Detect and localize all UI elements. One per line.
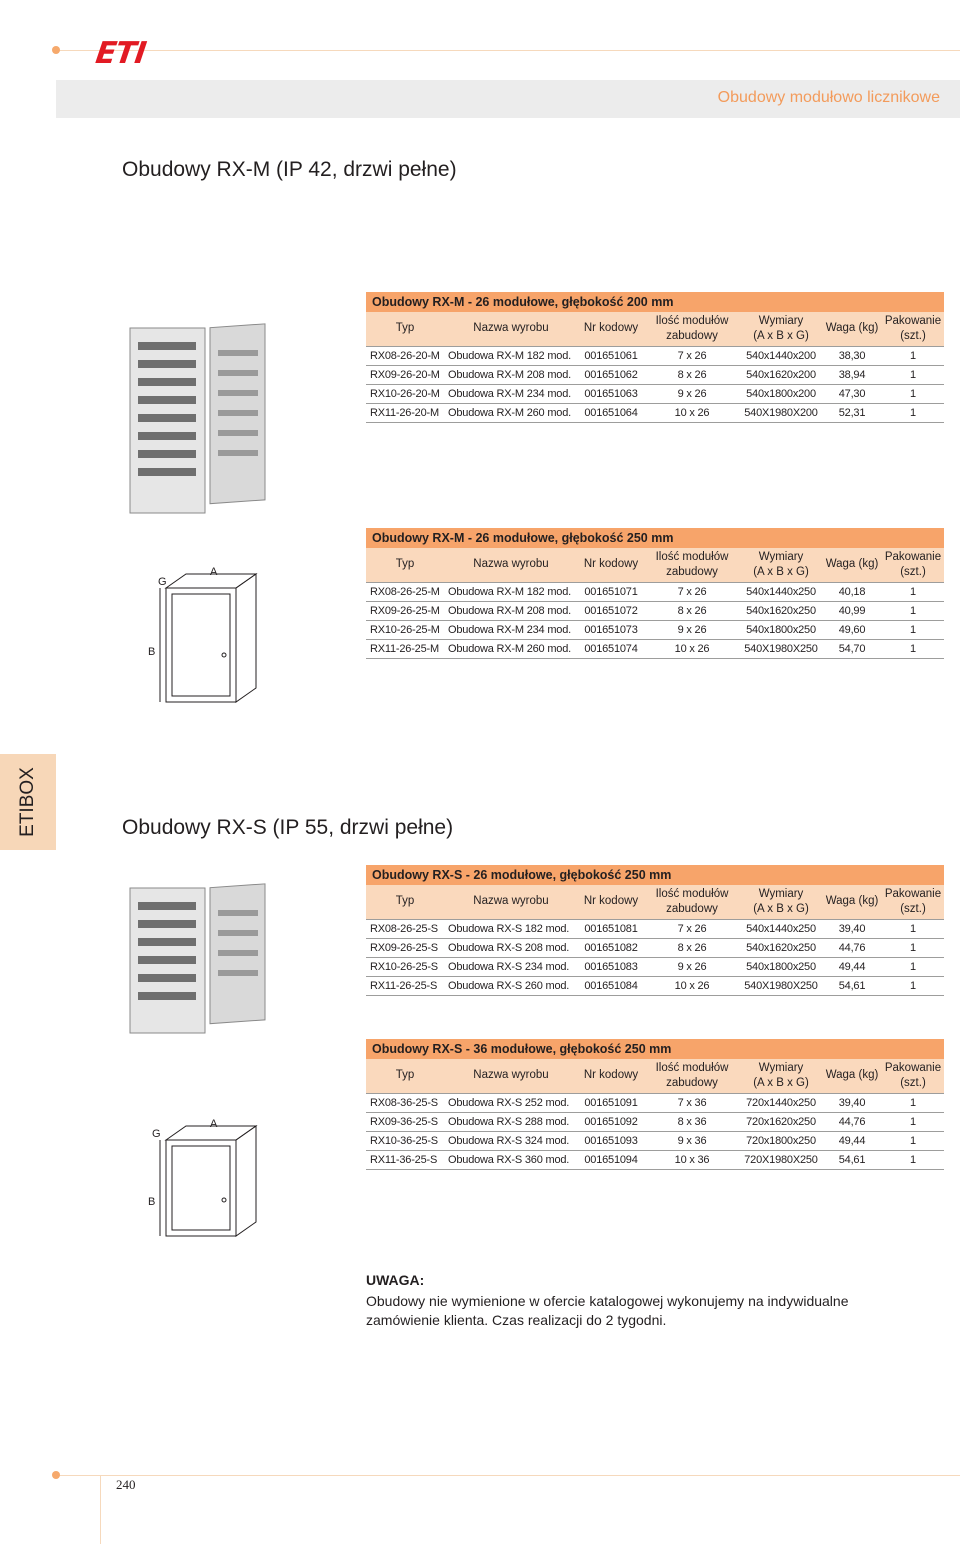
table-cell: Obudowa RX-S 360 mod. — [444, 1150, 578, 1169]
table-cell: Obudowa RX-S 260 mod. — [444, 976, 578, 995]
table-cell: 8 x 26 — [644, 601, 740, 620]
col-header-nazwa: Nazwa wyrobu — [473, 1069, 549, 1082]
table-row — [366, 1131, 944, 1150]
table-cell: 40,99 — [822, 601, 882, 620]
table-cell: RX10-26-25-S — [366, 957, 444, 976]
table-cell: Obudowa RX-M 182 mod. — [444, 582, 578, 601]
dim-label-a: A — [210, 566, 218, 578]
table-row — [366, 639, 944, 658]
col-header-kod: Nr kodowy — [583, 895, 639, 908]
col-header-waga: Waga (kg) — [825, 1069, 879, 1082]
table-cell: Obudowa RX-S 208 mod. — [444, 938, 578, 957]
col-header-typ: Typ — [395, 1069, 415, 1082]
col-header-pak-1: Pakowanie — [884, 1061, 942, 1074]
top-rule — [56, 50, 960, 51]
col-header-pak-2: (szt.) — [900, 1076, 926, 1089]
col-header-wymiary-1: Wymiary — [758, 887, 804, 900]
table-header-row — [366, 548, 944, 582]
table-cell: 720x1800x250 — [740, 1131, 822, 1150]
table-cell: 1 — [882, 976, 944, 995]
table-cell: 49,44 — [822, 957, 882, 976]
table-cell: RX11-26-25-M — [366, 639, 444, 658]
table-heading: Obudowy RX-S - 36 modułowe, głębokość 250 mm — [366, 1039, 944, 1059]
table-cell: 49,44 — [822, 1131, 882, 1150]
col-header-wymiary-2: (A x B x G) — [753, 902, 809, 915]
table-cell: Obudowa RX-S 182 mod. — [444, 919, 578, 938]
table-cell: RX10-26-20-M — [366, 384, 444, 403]
table-cell: 8 x 26 — [644, 365, 740, 384]
table-cell: 39,40 — [822, 919, 882, 938]
table-cell: Obudowa RX-M 182 mod. — [444, 346, 578, 365]
table-cell: 10 x 26 — [644, 976, 740, 995]
table-cell: 1 — [882, 582, 944, 601]
table-cell: 38,94 — [822, 365, 882, 384]
table-cell: 1 — [882, 1093, 944, 1112]
category-header — [56, 80, 960, 118]
dim-label-g-2: G — [152, 1128, 161, 1140]
table-header-row — [366, 1059, 944, 1093]
table-row — [366, 1112, 944, 1131]
col-header-wymiary-1: Wymiary — [758, 1061, 804, 1074]
table-cell: 8 x 36 — [644, 1112, 740, 1131]
table-cell: 1 — [882, 601, 944, 620]
table-rx-s-36 — [366, 1039, 944, 1170]
table-cell: Obudowa RX-M 260 mod. — [444, 639, 578, 658]
col-header-moduly-1: Ilość modułów — [655, 887, 729, 900]
table-cell: 001651093 — [578, 1131, 644, 1150]
category-title: Obudowy modułowo licznikowe — [717, 89, 940, 106]
table-cell: 1 — [882, 346, 944, 365]
col-header-pakowanie — [882, 1059, 944, 1093]
table-row — [366, 919, 944, 938]
section-title-rx-m: Obudowy RX-M (IP 42, drzwi pełne) — [122, 158, 457, 181]
col-header-moduly — [644, 1059, 740, 1093]
table-rx-m-200 — [366, 292, 944, 423]
dimension-drawing-rx-m — [136, 560, 266, 710]
table-cell: 540X1980X250 — [740, 976, 822, 995]
col-header-pak-1: Pakowanie — [884, 550, 942, 563]
table-cell: 720x1620x250 — [740, 1112, 822, 1131]
table-cell: RX09-26-25-S — [366, 938, 444, 957]
table-row — [366, 938, 944, 957]
table-cell: RX09-26-25-M — [366, 601, 444, 620]
col-header-pak-1: Pakowanie — [884, 887, 942, 900]
bottom-rule — [56, 1475, 960, 1476]
table-cell: 001651082 — [578, 938, 644, 957]
table-cell: 540x1800x250 — [740, 620, 822, 639]
table-cell: 9 x 26 — [644, 620, 740, 639]
col-header-wymiary — [740, 312, 822, 346]
top-dot — [52, 46, 60, 54]
table-cell: 540x1800x200 — [740, 384, 822, 403]
table-cell: 1 — [882, 384, 944, 403]
col-header-moduly-1: Ilość modułów — [655, 550, 729, 563]
col-header-waga: Waga (kg) — [825, 322, 879, 335]
table-cell: 1 — [882, 1150, 944, 1169]
table-cell: 8 x 26 — [644, 938, 740, 957]
table-cell: 54,70 — [822, 639, 882, 658]
col-header-wymiary-1: Wymiary — [758, 550, 804, 563]
col-header-nazwa: Nazwa wyrobu — [473, 895, 549, 908]
col-header-moduly-2: zabudowy — [666, 565, 718, 578]
product-table — [366, 885, 944, 996]
table-heading: Obudowy RX-S - 26 modułowe, głębokość 250 mm — [366, 865, 944, 885]
table-cell: RX09-26-20-M — [366, 365, 444, 384]
table-cell: 54,61 — [822, 1150, 882, 1169]
note-text: Obudowy nie wymienione w ofercie katalogowej wykonujemy na indywidualne zamówienie klienta. Czas realizacji do 2 tygodni. — [366, 1293, 849, 1328]
table-cell: RX08-26-20-M — [366, 346, 444, 365]
table-cell: 720X1980X250 — [740, 1150, 822, 1169]
table-cell: Obudowa RX-M 234 mod. — [444, 384, 578, 403]
table-cell: 001651094 — [578, 1150, 644, 1169]
table-cell: Obudowa RX-M 234 mod. — [444, 620, 578, 639]
table-header-row — [366, 312, 944, 346]
table-cell: 49,60 — [822, 620, 882, 639]
table-cell: 1 — [882, 365, 944, 384]
table-cell: 001651072 — [578, 601, 644, 620]
table-cell: 1 — [882, 1131, 944, 1150]
table-cell: 540X1980X200 — [740, 403, 822, 422]
table-cell: 47,30 — [822, 384, 882, 403]
table-cell: 40,18 — [822, 582, 882, 601]
table-cell: 44,76 — [822, 1112, 882, 1131]
table-row — [366, 957, 944, 976]
table-cell: 1 — [882, 919, 944, 938]
table-cell: 1 — [882, 938, 944, 957]
table-row — [366, 403, 944, 422]
table-cell: 38,30 — [822, 346, 882, 365]
table-cell: 540x1800x250 — [740, 957, 822, 976]
table-cell: 001651071 — [578, 582, 644, 601]
page-number: 240 — [116, 1477, 136, 1492]
table-cell: Obudowa RX-S 252 mod. — [444, 1093, 578, 1112]
open-cabinet-image-rx-s — [120, 880, 280, 1040]
table-row — [366, 365, 944, 384]
col-header-moduly-2: zabudowy — [666, 329, 718, 342]
col-header-moduly — [644, 885, 740, 919]
etibox-side-tab — [0, 754, 56, 850]
col-header-wymiary-2: (A x B x G) — [753, 1076, 809, 1089]
table-cell: RX11-26-20-M — [366, 403, 444, 422]
table-cell: Obudowa RX-M 208 mod. — [444, 365, 578, 384]
col-header-kod: Nr kodowy — [583, 322, 639, 335]
table-row — [366, 1150, 944, 1169]
col-header-pakowanie — [882, 548, 944, 582]
col-header-kod: Nr kodowy — [583, 558, 639, 571]
table-cell: 10 x 36 — [644, 1150, 740, 1169]
table-cell: 540x1620x250 — [740, 938, 822, 957]
table-cell: 540x1440x200 — [740, 346, 822, 365]
section-title-rx-s: Obudowy RX-S (IP 55, drzwi pełne) — [122, 816, 454, 839]
table-cell: Obudowa RX-S 288 mod. — [444, 1112, 578, 1131]
table-cell: RX08-26-25-M — [366, 582, 444, 601]
table-cell: 9 x 26 — [644, 957, 740, 976]
table-row — [366, 346, 944, 365]
table-cell: Obudowa RX-S 234 mod. — [444, 957, 578, 976]
col-header-wymiary — [740, 548, 822, 582]
col-header-nazwa: Nazwa wyrobu — [473, 322, 549, 335]
table-cell: RX09-36-25-S — [366, 1112, 444, 1131]
col-header-typ: Typ — [395, 322, 415, 335]
col-header-pakowanie — [882, 312, 944, 346]
table-cell: 7 x 36 — [644, 1093, 740, 1112]
bottom-dot — [52, 1471, 60, 1479]
col-header-pak-2: (szt.) — [900, 902, 926, 915]
col-header-wymiary-1: Wymiary — [758, 314, 804, 327]
col-header-waga: Waga (kg) — [825, 558, 879, 571]
table-cell: 7 x 26 — [644, 582, 740, 601]
table-cell: 001651064 — [578, 403, 644, 422]
table-cell: 1 — [882, 957, 944, 976]
table-rx-s-26 — [366, 865, 944, 996]
col-header-wymiary-2: (A x B x G) — [753, 565, 809, 578]
table-cell: 001651062 — [578, 365, 644, 384]
etibox-label: ETIBOX — [17, 767, 38, 837]
open-cabinet-image-rx-m — [120, 320, 280, 520]
table-cell: 001651061 — [578, 346, 644, 365]
col-header-moduly-2: zabudowy — [666, 902, 718, 915]
col-header-moduly — [644, 312, 740, 346]
table-cell: 540x1620x200 — [740, 365, 822, 384]
table-cell: 9 x 26 — [644, 384, 740, 403]
table-row — [366, 1093, 944, 1112]
table-cell: 44,76 — [822, 938, 882, 957]
table-cell: 7 x 26 — [644, 346, 740, 365]
table-cell: RX08-26-25-S — [366, 919, 444, 938]
table-cell: 001651091 — [578, 1093, 644, 1112]
table-cell: 39,40 — [822, 1093, 882, 1112]
table-header-row — [366, 885, 944, 919]
table-row — [366, 582, 944, 601]
col-header-wymiary-2: (A x B x G) — [753, 329, 809, 342]
col-header-typ: Typ — [395, 558, 415, 571]
product-table — [366, 548, 944, 659]
table-cell: 720x1440x250 — [740, 1093, 822, 1112]
col-header-waga: Waga (kg) — [825, 895, 879, 908]
table-cell: 10 x 26 — [644, 639, 740, 658]
table-cell: 52,31 — [822, 403, 882, 422]
table-cell: Obudowa RX-M 260 mod. — [444, 403, 578, 422]
table-rx-m-250 — [366, 528, 944, 659]
table-cell: 540X1980X250 — [740, 639, 822, 658]
table-cell: RX10-36-25-S — [366, 1131, 444, 1150]
col-header-moduly — [644, 548, 740, 582]
col-header-kod: Nr kodowy — [583, 1069, 639, 1082]
table-heading: Obudowy RX-M - 26 modułowe, głębokość 200 mm — [366, 292, 944, 312]
table-cell: RX11-26-25-S — [366, 976, 444, 995]
table-cell: 7 x 26 — [644, 919, 740, 938]
dim-label-b: B — [148, 646, 156, 658]
table-cell: 001651063 — [578, 384, 644, 403]
table-cell: 54,61 — [822, 976, 882, 995]
table-cell: 540x1440x250 — [740, 582, 822, 601]
table-cell: 9 x 36 — [644, 1131, 740, 1150]
table-cell: 1 — [882, 639, 944, 658]
col-header-pakowanie — [882, 885, 944, 919]
table-cell: 1 — [882, 403, 944, 422]
table-row — [366, 620, 944, 639]
table-cell: 001651074 — [578, 639, 644, 658]
eti-logo: ETI — [93, 36, 148, 71]
table-heading: Obudowy RX-M - 26 modułowe, głębokość 250 mm — [366, 528, 944, 548]
col-header-wymiary — [740, 1059, 822, 1093]
col-header-typ: Typ — [395, 895, 415, 908]
col-header-moduly-1: Ilość modułów — [655, 1061, 729, 1074]
dim-label-g: G — [158, 576, 167, 588]
table-row — [366, 384, 944, 403]
table-cell: 1 — [882, 620, 944, 639]
table-cell: Obudowa RX-S 324 mod. — [444, 1131, 578, 1150]
table-cell: 001651083 — [578, 957, 644, 976]
col-header-moduly-2: zabudowy — [666, 1076, 718, 1089]
bottom-vertical-rule — [100, 1476, 101, 1544]
product-table — [366, 312, 944, 423]
col-header-pak-1: Pakowanie — [884, 314, 942, 327]
table-cell: RX10-26-25-M — [366, 620, 444, 639]
table-cell: RX11-36-25-S — [366, 1150, 444, 1169]
table-cell: 001651092 — [578, 1112, 644, 1131]
table-cell: Obudowa RX-M 208 mod. — [444, 601, 578, 620]
dim-label-b-2: B — [148, 1196, 156, 1208]
col-header-wymiary — [740, 885, 822, 919]
table-cell: 540x1440x250 — [740, 919, 822, 938]
table-cell: 1 — [882, 1112, 944, 1131]
table-row — [366, 601, 944, 620]
col-header-pak-2: (szt.) — [900, 565, 926, 578]
col-header-nazwa: Nazwa wyrobu — [473, 558, 549, 571]
table-cell: 001651084 — [578, 976, 644, 995]
col-header-moduly-1: Ilość modułów — [655, 314, 729, 327]
table-cell: 540x1620x250 — [740, 601, 822, 620]
product-table — [366, 1059, 944, 1170]
table-cell: 001651081 — [578, 919, 644, 938]
table-cell: 10 x 26 — [644, 403, 740, 422]
table-cell: 001651073 — [578, 620, 644, 639]
dim-label-a-2: A — [210, 1118, 218, 1130]
table-cell: RX08-36-25-S — [366, 1093, 444, 1112]
col-header-pak-2: (szt.) — [900, 329, 926, 342]
note-title: UWAGA: — [366, 1272, 425, 1288]
table-row — [366, 976, 944, 995]
